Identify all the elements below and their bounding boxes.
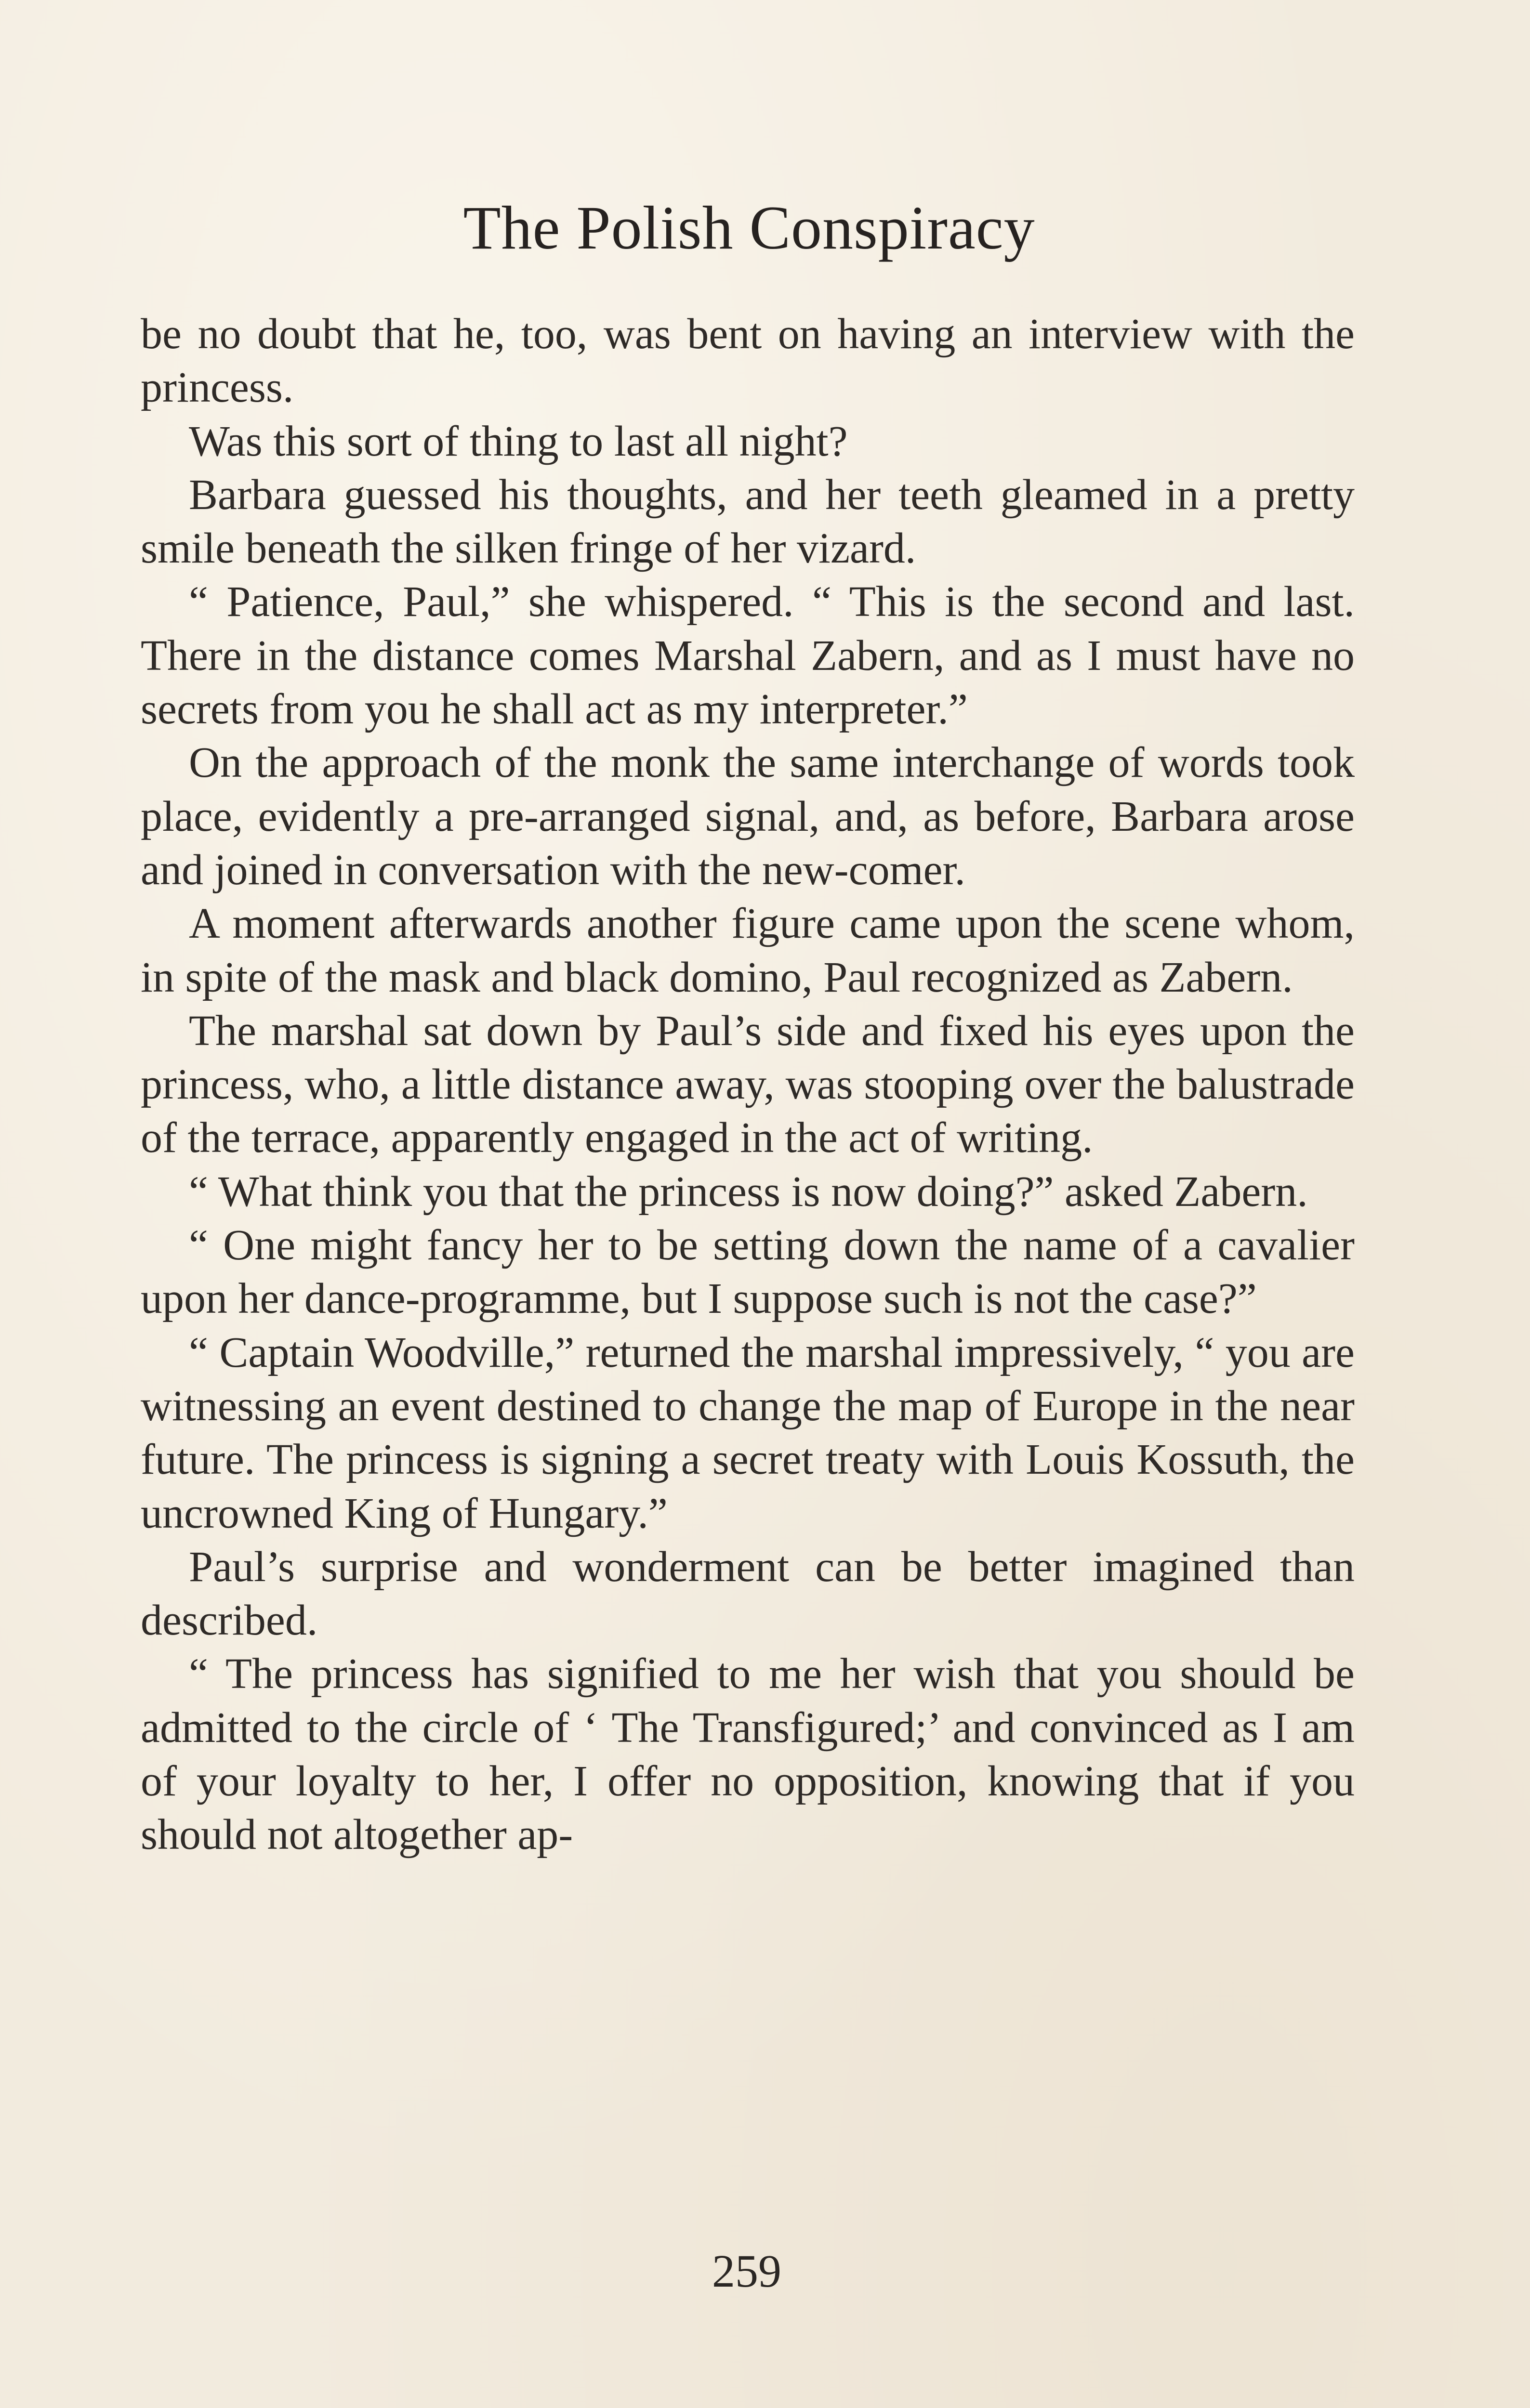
page-number: 259	[712, 2245, 781, 2297]
paragraph: “ Captain Woodville,” returned the marshal impressively, “ you are witnessing an event destined to change the map of Europe in the near future. The princess is signing a secret treaty with Louis Kossuth, the uncrowned King of Hungary.”	[141, 1328, 1355, 1537]
paragraph: On the approach of the monk the same interchange of words took place, evidently a pre-arranged signal, and, as before, Barbara arose and joined in conversation with the new-comer.	[141, 739, 1355, 894]
paragraph: Paul’s surprise and wonderment can be better imagined than described.	[141, 1543, 1355, 1645]
paragraph: Was this sort of thing to last all night?	[189, 417, 848, 465]
body-text	[141, 307, 1355, 1862]
paragraph: “ What think you that the princess is now doing?” asked Zabern.	[189, 1167, 1308, 1216]
running-head: The Polish Conspiracy	[463, 194, 1035, 262]
paragraph: “ Patience, Paul,” she whispered. “ This is the second and last. There in the distance comes Marshal Zabern, and as I must have no secrets from you he shall act as my interpreter.”	[141, 578, 1355, 733]
paragraph: Barbara guessed his thoughts, and her teeth gleamed in a pretty smile beneath the silken fringe of her vizard.	[141, 471, 1355, 573]
paragraph: “ One might fancy her to be setting down the name of a cavalier upon her dance-programme, but I suppose such is not the case?”	[141, 1221, 1355, 1323]
paragraph: be no doubt that he, too, was bent on having an interview with the princess.	[141, 310, 1355, 412]
paragraph: A moment afterwards another figure came upon the scene whom, in spite of the mask and black domino, Paul recognized as Zabern.	[141, 900, 1355, 1001]
paragraph: The marshal sat down by Paul’s side and fixed his eyes upon the princess, who, a little distance away, was stooping over the balustrade of the terrace, apparently engaged in the act of writing.	[141, 1007, 1355, 1162]
paragraph: “ The princess has signified to me her wish that you should be admitted to the circle of ‘ The Transfigured;’ and convinced as I am of your loyalty to her, I offer no opposition, knowing that if you should not altogether ap-	[141, 1650, 1355, 1859]
